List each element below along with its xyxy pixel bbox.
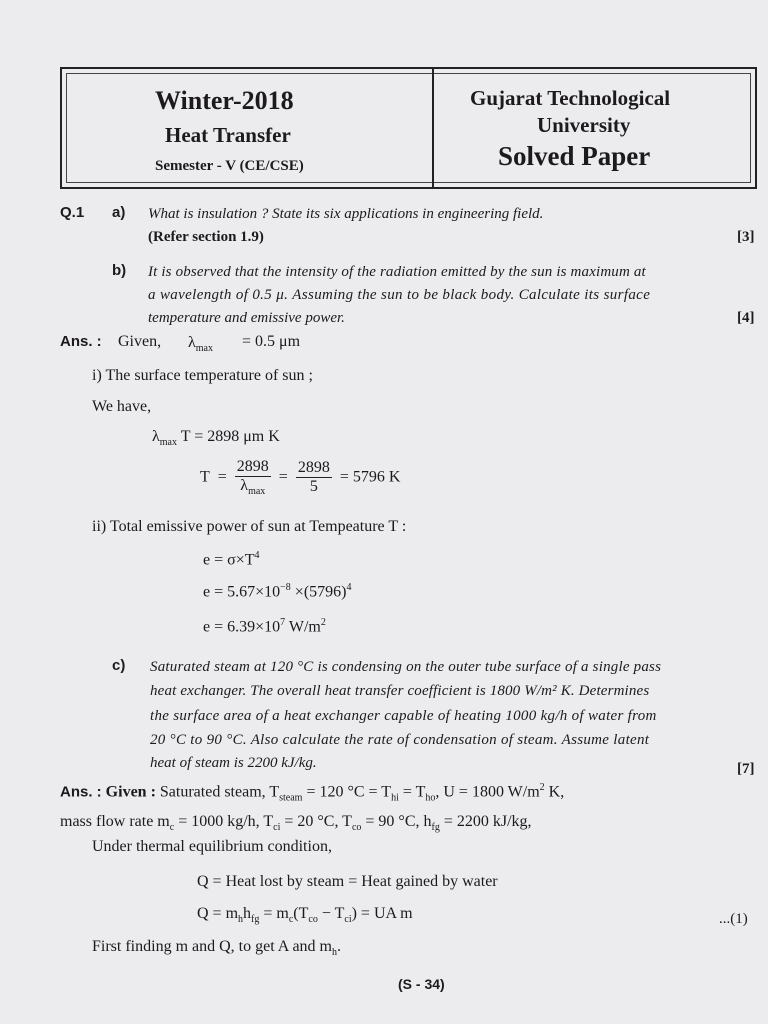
eq2-c: = m	[259, 905, 289, 922]
emissive-result: $e = 6.39\times 10^7$ $W/m^2$	[203, 617, 326, 636]
stefan-boltzmann-equation: $e = \sigma\times T^4$	[203, 550, 260, 569]
heat-balance-equation: Q = Heat lost by steam = Heat gained by water	[197, 873, 498, 890]
equation-number: ...(1)	[719, 911, 748, 927]
part-c-line1: Saturated steam at 120 °C is condensing on the outer tube surface of a single pass	[150, 659, 662, 675]
emissive-substitution: $e = 5.67\times 10^{-8} \times(5796)^4$	[203, 582, 352, 601]
paper-type: Solved Paper	[498, 141, 651, 171]
given-label-b: Given,	[118, 333, 162, 350]
eq2-d: (T	[293, 905, 309, 922]
first-finding-line: First finding m and Q, to get A and $m_h$.	[92, 938, 341, 959]
answer-given-line2: mass flow rate $m_c = 1000$ kg/h, $T_{ci} = 20$ °C, $T_{co} = 90$ °C, $h_{fg} = 2200$ kJ/kg,	[60, 813, 532, 834]
eq5-unit: W/m	[285, 618, 321, 636]
wien-law-rhs: T = 2898 μm K	[180, 428, 280, 445]
given-hfg-value: = 2200 kJ/kg,	[439, 813, 532, 830]
fraction2-denominator: 5	[309, 478, 318, 496]
part-c-line5: heat of steam is 2200 kJ/kg.	[150, 755, 317, 771]
exam-season: Winter-2018	[155, 86, 294, 115]
lambda-max-symbol: $\lambda_{max}$	[188, 334, 213, 355]
given-mass-flow: mass flow rate m	[60, 813, 170, 830]
part-b-line3: temperature and emissive power.	[148, 310, 345, 326]
question-number: Q.1	[60, 204, 85, 221]
part-a-question: What is insulation ? State its six applications in engineering field.	[148, 206, 544, 222]
part-a-tag: a)	[112, 204, 126, 221]
eq4-text: e = 5.67×10	[203, 583, 281, 601]
equilibrium-label: Under thermal equilibrium condition,	[92, 838, 332, 855]
part-a-reference: (Refer section 1.9)	[148, 229, 264, 245]
eq2-f: ) = UA m	[351, 905, 413, 922]
university-line2: University	[537, 113, 631, 137]
eq2-e: − T	[317, 905, 345, 922]
eq2-b: h	[243, 905, 252, 922]
part-c-line4: 20 °C to 90 °C. Also calculate the rate of condensation of steam. Assume latent	[150, 732, 650, 748]
page-number: (S - 34)	[398, 976, 445, 992]
answer-given-line1: Ans. : Given : Saturated steam, $T_{steam} = 120$ $^\circ C = T_{hi} = T_{ho}$, U = 1800 $W/m^2$ K,	[60, 782, 565, 804]
given-tco: = 20 °C, T	[280, 813, 352, 830]
part-a-marks: [3]	[737, 229, 755, 245]
step-emissive-power: ii) Total emissive power of sun at Tempeature T :	[92, 518, 407, 535]
part-b-marks: [4]	[737, 310, 755, 326]
lambda-max-value: = 0.5 μm	[242, 333, 301, 350]
answer-label-b: Ans. :	[60, 333, 102, 350]
temperature-equation: T = $\frac{2898}{\lambda_{max}}$ = $\frac{2898}{5}$ = 5796 K	[200, 458, 401, 498]
part-c-marks: [7]	[737, 761, 755, 777]
we-have-label: We have,	[92, 398, 152, 415]
semester-label: Semester - V (CE/CSE)	[155, 158, 304, 174]
given-steam: Saturated steam, T	[159, 783, 280, 801]
given-tci: = 1000 kg/h, T	[174, 813, 274, 830]
fraction1-numerator: 2898	[236, 458, 269, 475]
wien-law-equation: $\lambda_{max}$ T = 2898 μm K	[152, 428, 280, 449]
heat-rate-equation: $Q = m_hh_{fg} = m_c(T_{co} - T_{ci})$ = UA m	[197, 905, 413, 926]
fraction2-numerator: 2898	[297, 459, 330, 477]
part-b-line2: a wavelength of 0.5 μ. Assuming the sun to be black body. Calculate its surface	[148, 287, 651, 303]
given-thi: = 120 °C = T	[302, 783, 392, 801]
university-line1: Gujarat Technological	[470, 86, 671, 110]
eq3-text: e = σ×T	[203, 551, 255, 569]
answer-label-c: Ans. :	[60, 783, 102, 801]
part-c-line2: heat exchanger. The overall heat transfer coefficient is 1800 W/m² K. Determines	[150, 683, 650, 699]
first-finding-text: First finding m and Q, to get A and m	[92, 938, 332, 955]
given-u: , U = 1800 W/m	[435, 783, 540, 801]
given-u-unit: K,	[544, 783, 565, 801]
subject-title: Heat Transfer	[165, 123, 291, 147]
part-b-tag: b)	[112, 262, 127, 279]
eq4-rest: ×(5796)	[294, 583, 347, 601]
eq5-text: e = 6.39×10	[203, 618, 281, 636]
temperature-result: = 5796 K	[339, 468, 401, 486]
part-c-line3: the surface area of a heat exchanger capable of heating 1000 kg/h of water from	[150, 708, 657, 724]
given-hfg: = 90 °C, h	[361, 813, 432, 830]
eq2-a: Q = m	[197, 905, 239, 922]
part-b-line1: It is observed that the intensity of the radiation emitted by the sun is maximum at	[148, 264, 646, 280]
given-label-c: Given :	[105, 783, 156, 801]
step-surface-temperature: i) The surface temperature of sun ;	[92, 367, 313, 384]
part-c-tag: c)	[112, 657, 126, 674]
header-divider	[432, 67, 434, 189]
given-tho: = T	[398, 783, 426, 801]
